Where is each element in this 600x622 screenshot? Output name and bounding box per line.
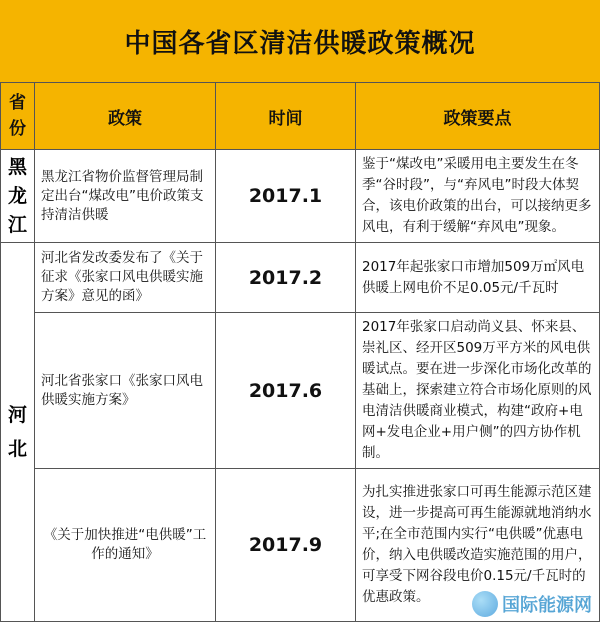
policy-cell: 黑龙江省物价监督管理局制定出台“煤改电”电价政策支持清洁供暖 [35,150,216,243]
table-row [1,150,600,243]
province-label: 黑龙江 [7,155,27,236]
policy-cell: 河北省发改委发布了《关于征求《张家口风电供暖实施方案》意见的函》 [35,243,216,313]
header-province-label: 省份 [9,93,26,139]
time-cell: 2017.6 [216,313,356,469]
header-province [1,83,35,150]
province-cell [1,150,35,243]
header-points: 政策要点 [356,83,600,150]
page-title: 中国各省区清洁供暖政策概况 [124,28,476,59]
header-policy: 政策 [35,83,216,150]
globe-logo-icon [472,591,498,617]
province-label: 河北 [7,404,27,460]
points-cell: 2017年张家口启动尚义县、怀来县、崇礼区、经开区509万平方米的风电供暖试点。要在进一步深化市场化改革的基础上，探索建立符合市场化原则的风电清洁供暖商业模式，构建“政府+电网+发电企业+用户侧”的四方协作机制。 [356,313,600,469]
points-cell: 为扎实推进张家口可再生能源示范区建设，进一步提高可再生能源就地消纳水平;在全市范围内实行“电供暖”优惠电价，纳入电供暖改造实施范围的用户，可享受下网谷段电价0.15元/千瓦时的优惠政策。 [356,469,600,622]
table-row [1,243,600,313]
time-cell: 2017.9 [216,469,356,622]
policy-cell: 《关于加快推进“电供暖”工作的通知》 [35,469,216,622]
watermark-text: 国际能源网 [502,595,592,616]
table-row [1,313,600,469]
title-bar [0,0,600,84]
header-row [1,83,600,150]
policy-cell: 河北省张家口《张家口风电供暖实施方案》 [35,313,216,469]
policy-table [0,82,600,622]
province-cell [1,243,35,622]
time-cell: 2017.2 [216,243,356,313]
points-cell: 鉴于“煤改电”采暖用电主要发生在冬季“谷时段”，与“弃风电”时段大体契合，该电价政策的出台，可以接纳更多风电，有利于缓解“弃风电”现象。 [356,150,600,243]
points-cell: 2017年起张家口市增加509万㎡风电供暖上网电价不足0.05元/千瓦时 [356,243,600,313]
watermark [472,591,592,617]
header-time: 时间 [216,83,356,150]
time-cell: 2017.1 [216,150,356,243]
